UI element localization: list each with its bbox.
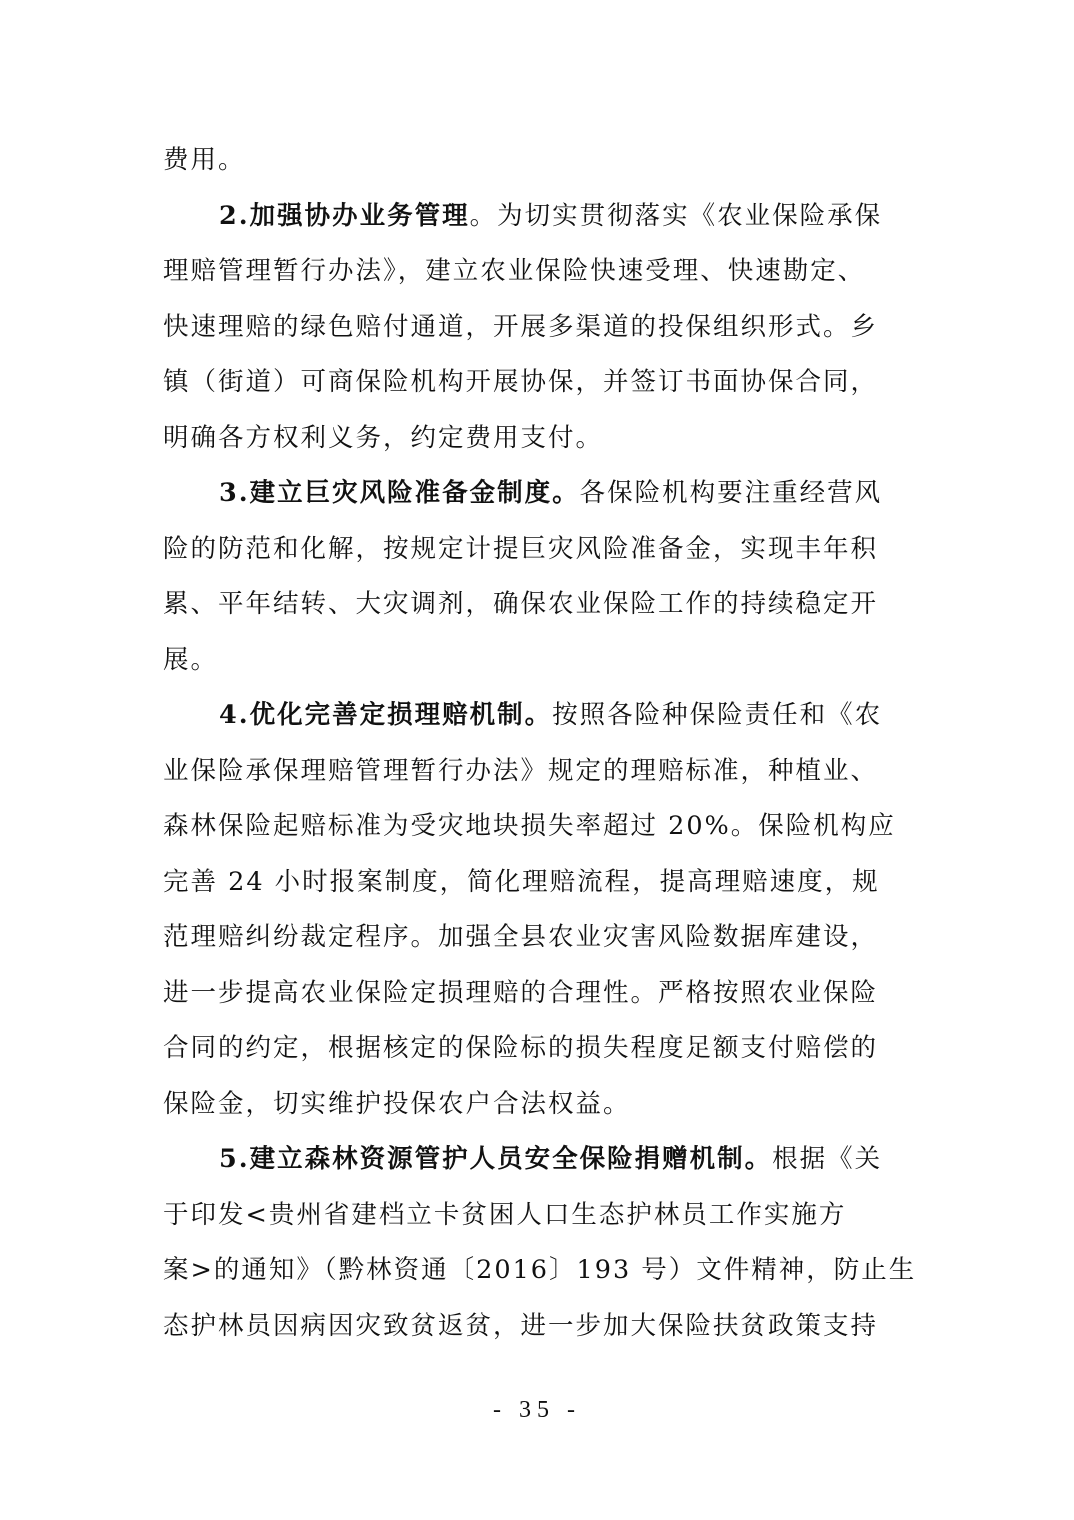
text-line: 案>的通知》（黔林资通〔2016〕193 号）文件精神，防止生 [163,1255,917,1285]
page-number: - 35 - [493,1397,581,1423]
text-line: 险的防范和化解，按规定计提巨灾风险准备金，实现丰年积 [163,533,879,564]
text-line: 范理赔纠纷裁定程序。加强全县农业灾害风险数据库建设， [163,922,879,952]
text-line: 业保险承保理赔管理暂行办法》规定的理赔标准，种植业、 [163,755,879,786]
text-line: 完善 24 小时报案制度，简化理赔流程，提高理赔速度，规 [163,866,880,897]
text-line: 累、平年结转、大灾调剂，确保农业保险工作的持续稳定开 [163,589,879,619]
text-line: 明确各方权利义务，约定费用支付。 [163,422,604,453]
section-3-heading: 3.建立巨灾风险准备金制度。 [219,478,580,508]
text-line: 快速理赔的绿色赔付通道，开展多渠道的投保组织形式。乡 [163,311,879,342]
body-text [163,133,917,1354]
text-line: 镇（街道）可商保险机构开展协保，并签订书面协保合同， [163,367,879,397]
text-line: 费用。 [163,145,246,175]
text-line: 态护林员因病因灾致贫返贫，进一步加大保险扶贫政策支持 [163,1310,879,1341]
section-5-first-line: 5.建立森林资源管护人员安全保险捐赠机制。根据《关 [219,1144,883,1174]
text-line: 保险金，切实维护投保农户合法权益。 [163,1088,631,1119]
text-line: 展。 [163,644,219,675]
section-2-first-line: 2.加强协办业务管理。为切实贯彻落实《农业保险承保 [219,200,883,231]
section-2-heading: 2.加强协办业务管理 [219,200,470,231]
text-line: 理赔管理暂行办法》，建立农业保险快速受理、快速勘定、 [163,256,866,286]
text-line: 进一步提高农业保险定损理赔的合理性。严格按照农业保险 [163,977,879,1008]
section-4-first-line: 4.优化完善定损理赔机制。按照各险种保险责任和《农 [219,700,883,730]
text-line: 合同的约定，根据核定的保险标的损失程度足额支付赔偿的 [163,1033,879,1063]
text-line: 于印发<贵州省建档立卡贫困人口生态护林员工作实施方 [163,1199,847,1230]
text-line: 森林保险起赔标准为受灾地块损失率超过 20%。保险机构应 [163,811,896,841]
section-4-heading: 4.优化完善定损理赔机制。 [219,700,553,730]
section-5-heading: 5.建立森林资源管护人员安全保险捐赠机制。 [219,1144,773,1174]
section-3-first-line: 3.建立巨灾风险准备金制度。各保险机构要注重经营风 [219,478,883,508]
